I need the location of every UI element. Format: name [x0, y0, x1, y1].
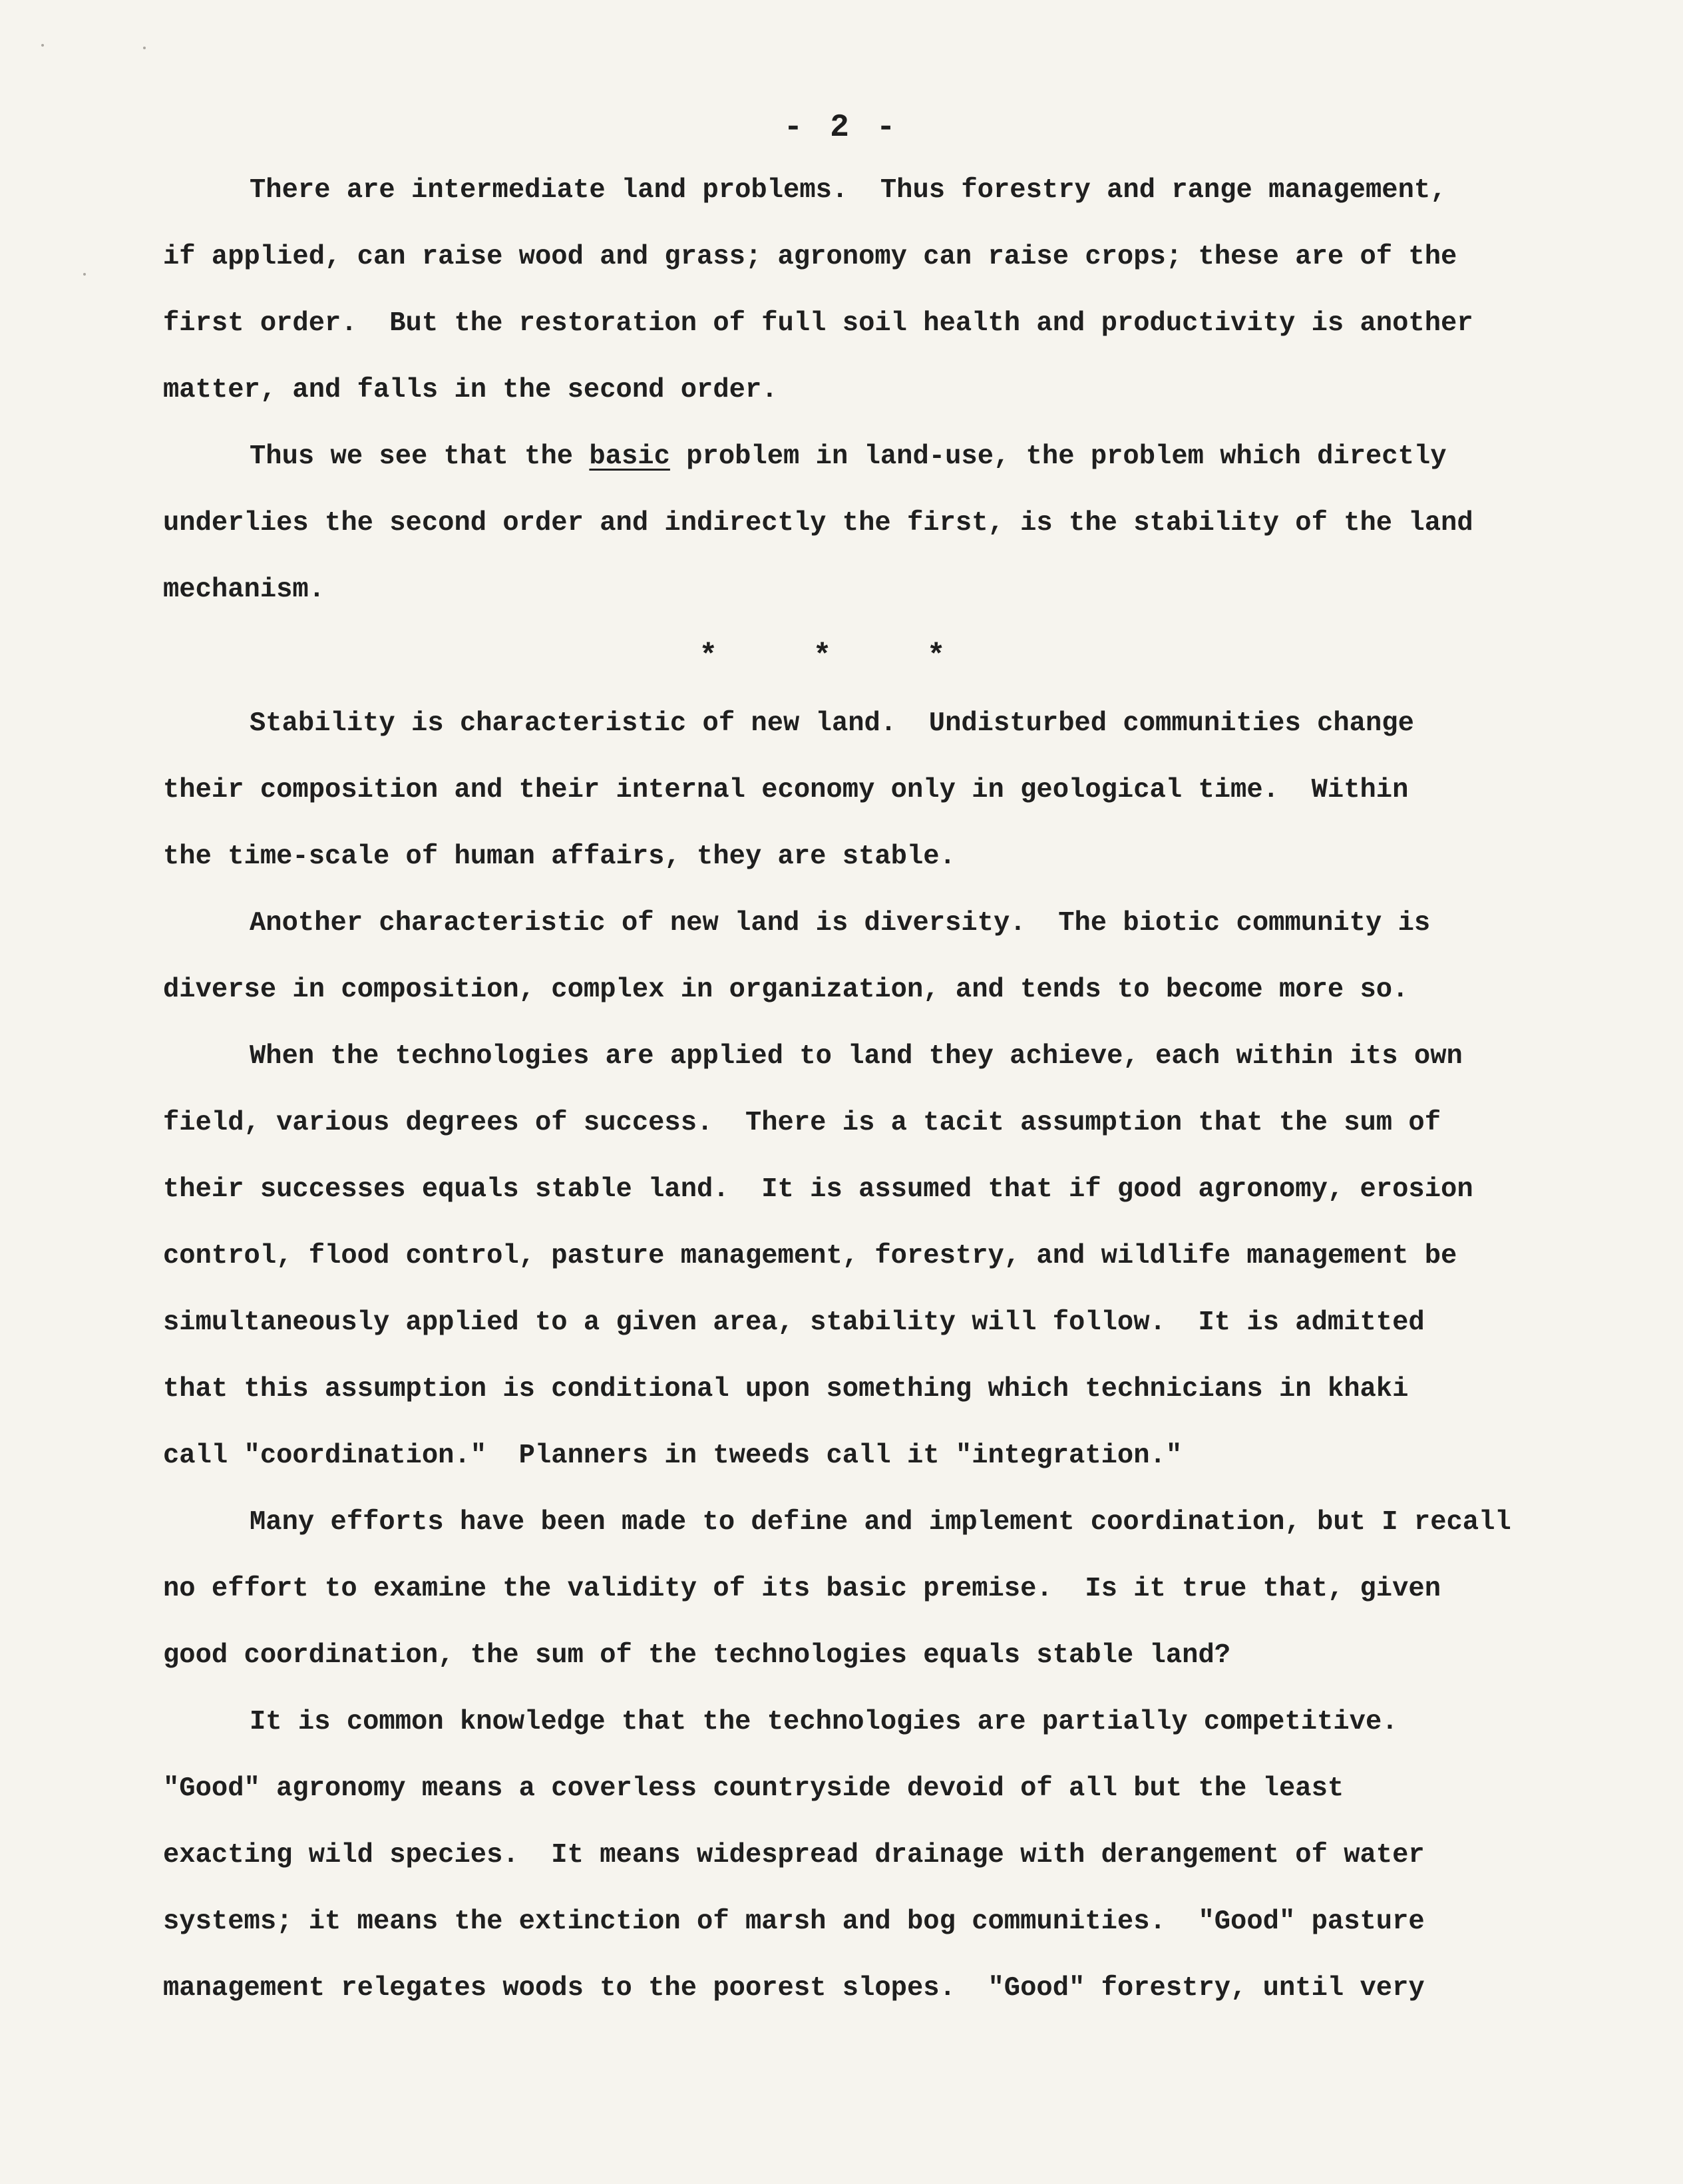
text-line: good coordination, the sum of the technologies equals stable land?: [163, 1640, 1231, 1671]
text-line: [250, 441, 1447, 473]
text-line: if applied, can raise wood and grass; agronomy can raise crops; these are of the: [163, 242, 1457, 272]
text-line: the time-scale of human affairs, they are stable.: [163, 841, 956, 872]
text-line: "Good" agronomy means a coverless countryside devoid of all but the least: [163, 1773, 1344, 1804]
text-line: simultaneously applied to a given area, stability will follow. It is admitted: [163, 1307, 1425, 1338]
text-line: Stability is characteristic of new land. Undisturbed communities change: [250, 708, 1414, 739]
text-line: Another characteristic of new land is diversity. The biotic community is: [250, 908, 1431, 939]
section-separator: * * *: [699, 639, 984, 674]
text-line: underlies the second order and indirectly the first, is the stability of the land: [163, 508, 1473, 539]
paper-speck: [143, 47, 146, 49]
text-line: systems; it means the extinction of marsh and bog communities. "Good" pasture: [163, 1906, 1425, 1937]
text-line: that this assumption is conditional upon something which technicians in khaki: [163, 1374, 1409, 1405]
text-line: matter, and falls in the second order.: [163, 375, 778, 405]
text-line: When the technologies are applied to land they achieve, each within its own: [250, 1041, 1463, 1072]
text-line: their successes equals stable land. It is assumed that if good agronomy, erosion: [163, 1174, 1473, 1205]
text-line: mechanism.: [163, 574, 325, 605]
text-line: control, flood control, pasture management, forestry, and wildlife management be: [163, 1241, 1457, 1271]
text-line: call "coordination." Planners in tweeds call it "integration.": [163, 1440, 1183, 1471]
text-fragment: Thus we see that the: [250, 441, 590, 472]
underlined-word: basic: [589, 441, 670, 472]
text-line: There are intermediate land problems. Thus forestry and range management,: [250, 175, 1447, 206]
text-line: diverse in composition, complex in organization, and tends to become more so.: [163, 975, 1409, 1005]
text-line: first order. But the restoration of full soil health and productivity is another: [163, 308, 1473, 339]
text-line: management relegates woods to the poorest slopes. "Good" forestry, until very: [163, 1973, 1425, 2004]
paper-speck: [41, 44, 44, 47]
text-line: field, various degrees of success. There is a tacit assumption that the sum of: [163, 1108, 1441, 1138]
text-fragment: problem in land-use, the problem which directly: [669, 441, 1447, 472]
text-line: their composition and their internal economy only in geological time. Within: [163, 775, 1409, 805]
text-line: Many efforts have been made to define and implement coordination, but I recall: [250, 1507, 1511, 1538]
text-line: exacting wild species. It means widespread drainage with derangement of water: [163, 1840, 1425, 1870]
paper-speck: [83, 273, 86, 276]
text-line: It is common knowledge that the technologies are partially competitive.: [250, 1707, 1398, 1737]
page-number: - 2 -: [783, 110, 900, 146]
text-line: no effort to examine the validity of its basic premise. Is it true that, given: [163, 1574, 1441, 1604]
